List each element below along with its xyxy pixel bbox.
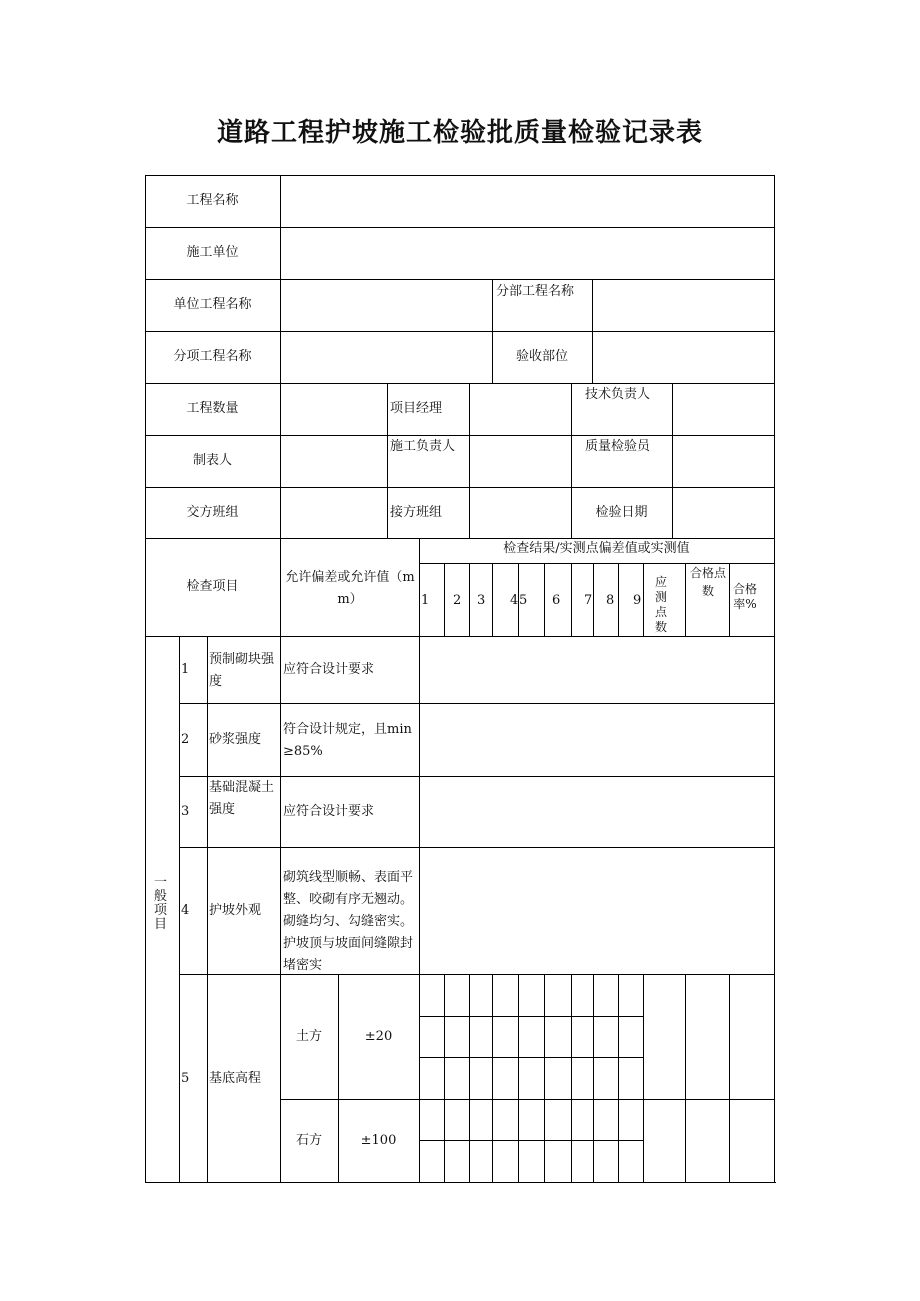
item-3-no: 3 <box>181 804 190 819</box>
group-label: 一般项目 <box>153 875 167 932</box>
item-5-sub-2-tolerance: ±100 <box>360 1133 397 1148</box>
item-1-no: 1 <box>181 662 190 677</box>
label-acceptance-part: 验收部位 <box>515 349 568 364</box>
page-title: 道路工程护坡施工检验批质量检验记录表 <box>216 118 703 148</box>
label-quantity: 工程数量 <box>186 401 239 416</box>
label-receiving-team: 接方班组 <box>390 505 443 520</box>
item-2-name: 砂浆强度 <box>209 732 262 747</box>
item-2-no: 2 <box>181 732 190 747</box>
item-3-requirement: 应符合设计要求 <box>283 804 375 819</box>
label-construction-lead: 施工负责人 <box>390 439 456 454</box>
label-project-name: 工程名称 <box>186 193 239 208</box>
point-8: 8 <box>606 593 615 608</box>
point-4: 4 <box>510 593 519 608</box>
item-5-sub-1-tolerance: ±20 <box>364 1029 393 1044</box>
point-6: 6 <box>552 593 561 608</box>
point-2: 2 <box>453 593 462 608</box>
point-7: 7 <box>584 593 593 608</box>
item-5-name: 基底高程 <box>209 1071 262 1086</box>
label-quality-inspector: 质量检验员 <box>585 439 651 454</box>
item-5-sub-2-type: 石方 <box>295 1133 322 1148</box>
item-1-name: 预制砌块强度 <box>209 652 275 689</box>
label-technical-lead: 技术负责人 <box>585 387 651 402</box>
label-inspection-date: 检验日期 <box>595 505 648 520</box>
point-1: 1 <box>421 593 430 608</box>
item-5-no: 5 <box>181 1071 190 1086</box>
point-5: 5 <box>519 593 528 608</box>
header-measured-points: 应测点数 <box>654 575 667 634</box>
header-pass-rate: 合格率% <box>732 582 757 611</box>
label-division-name: 分部工程名称 <box>496 284 575 299</box>
label-project-manager: 项目经理 <box>390 401 443 416</box>
item-3-name: 基础混凝土强度 <box>209 780 275 817</box>
item-4-requirement: 砌筑线型顺畅、表面平整、咬砌有序无翘动。砌缝均匀、勾缝密实。护坡顶与坡面间缝隙封堵密实 <box>283 870 414 973</box>
label-preparer: 制表人 <box>192 453 232 468</box>
item-4-name: 护坡外观 <box>209 903 262 918</box>
header-qualified-points: 合格点数 <box>689 566 726 598</box>
header-results: 检查结果/实测点偏差值或实测值 <box>503 541 690 556</box>
item-5-sub-1-type: 土方 <box>295 1029 322 1044</box>
label-handover-team: 交方班组 <box>186 505 239 520</box>
point-9: 9 <box>633 593 642 608</box>
item-2-requirement: 符合设计规定，且min≥85% <box>283 722 412 759</box>
point-3: 3 <box>477 593 486 608</box>
label-unit-project-name: 单位工程名称 <box>173 297 252 312</box>
header-tolerance: 允许偏差或允许值（mm） <box>285 570 415 607</box>
item-4-no: 4 <box>181 903 190 918</box>
label-subitem-name: 分项工程名称 <box>173 349 252 364</box>
header-inspection-item: 检查项目 <box>186 579 239 594</box>
item-1-requirement: 应符合设计要求 <box>283 662 375 677</box>
label-construction-unit: 施工单位 <box>186 245 239 260</box>
